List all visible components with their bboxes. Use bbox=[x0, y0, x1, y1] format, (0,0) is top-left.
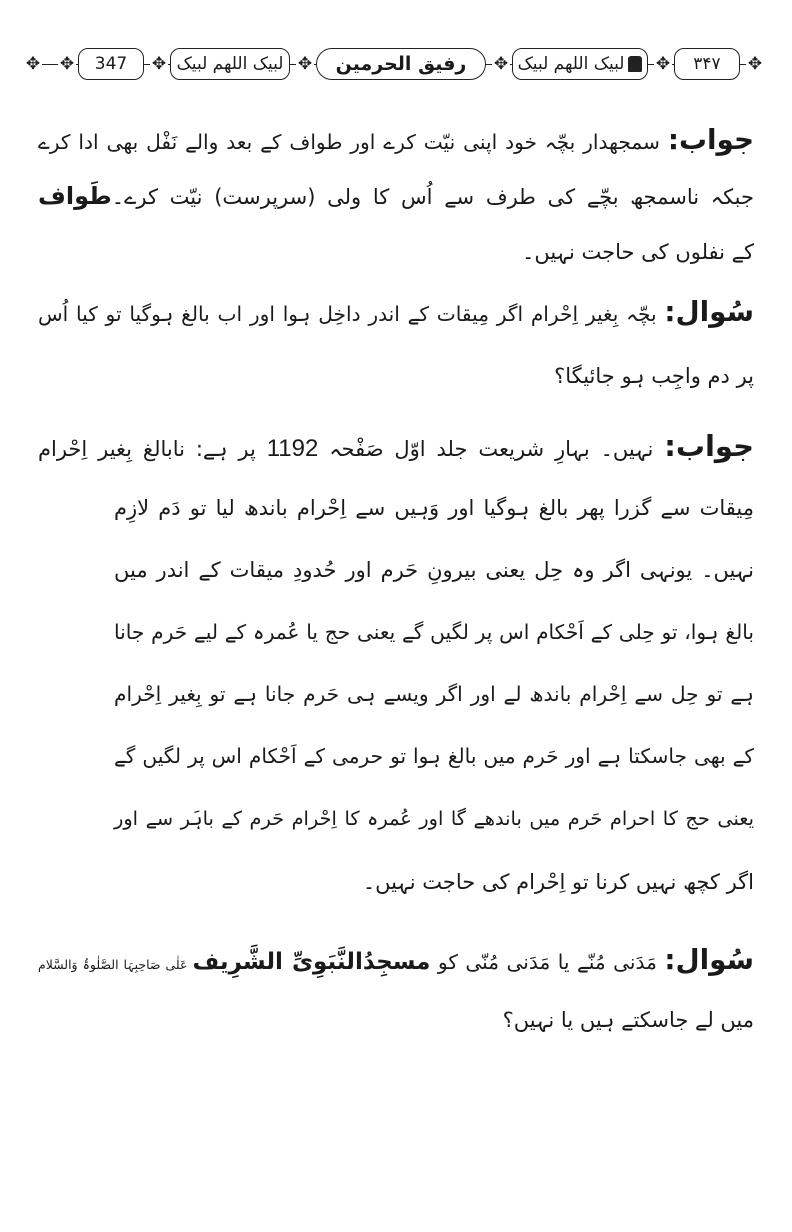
line-text: اگر کچھ نہیں کرنا تو اِحْرام کی حاجت نہیں۔ bbox=[362, 870, 754, 894]
line-text: بچّہ بِغیر اِحْرام اگر مِیقات کے اندر داخِل ہوا اور اب بالغ ہوگیا تو کیا اُس bbox=[38, 302, 665, 326]
text-line bbox=[38, 224, 754, 280]
text-line bbox=[38, 168, 754, 224]
answer-line bbox=[38, 418, 754, 474]
kaaba-icon bbox=[628, 56, 642, 72]
line-text: یعنی حج کا احرام حَرم میں باندھے گا اور عُمرہ کا اِحْرام حَرم کے باہَر سے اور bbox=[114, 807, 754, 830]
line-text: مِیقات سے گزرا پھر بالغ ہوگیا اور وَہیں سے اِحْرام باندھ لیا تو دَم لازِم bbox=[114, 496, 754, 520]
flourish-icon: ✥ bbox=[655, 54, 671, 74]
header-tab-right: لبیک اللھم لبیک bbox=[512, 48, 648, 80]
line-text: کے نفلوں کی حاجت نہیں۔ bbox=[522, 240, 754, 264]
answer-label: جواب: bbox=[667, 123, 754, 156]
line-text: پر دم واجِب ہو جائیگا؟ bbox=[554, 364, 754, 388]
text-line bbox=[114, 854, 754, 910]
page-number-latin: 347 bbox=[78, 48, 144, 80]
header-tab-left: لبیک اللھم لبیک bbox=[170, 48, 290, 80]
page-number-arabic: ۳۴۷ bbox=[674, 48, 740, 80]
header-title: رفیق الحرمین bbox=[316, 48, 486, 80]
bold-phrase: مسجِدُالنَّبَوِیِّ الشَّرِیف bbox=[192, 949, 431, 975]
line-text: نہیں۔ بہارِ شریعت جلد اوّل صَفْحہ bbox=[318, 437, 665, 461]
text-line bbox=[114, 480, 754, 536]
text-line bbox=[114, 604, 754, 660]
text-line bbox=[114, 666, 754, 722]
text-line bbox=[114, 728, 754, 784]
text-line bbox=[114, 542, 754, 598]
line-text: بالغ ہوا، تو حِلی کے اَحْکام اس پر لگیں گے یعنی حج یا عُمرہ کے لیے حَرم جانا bbox=[114, 620, 754, 644]
honorific-text: عَلٰی صَاحِبِہَا الصَّلٰوۃُ وَالسَّلام bbox=[38, 957, 193, 972]
flourish-icon: ✥ bbox=[25, 54, 41, 74]
line-text: سمجھدار بچّہ خود اپنی نیّت کرے اور طواف کے بعد والے نَفْل بھی ادا کرے bbox=[38, 130, 668, 154]
line-text: مَدَنی مُنّے یا مَدَنی مُنّی کو bbox=[430, 950, 665, 974]
text-line bbox=[114, 348, 754, 404]
line-text: نہیں۔ یونہی اگر وہ حِل یعنی بیرونِ حَرم اور حُدودِ میقات کے اندر میں bbox=[114, 558, 754, 582]
running-header bbox=[18, 42, 774, 88]
question-line bbox=[38, 932, 754, 988]
line-text: کے بھی جاسکتا ہے اور حَرم میں بالغ ہوا تو حرمی کے اَحْکام اس پر لگیں گے bbox=[114, 744, 754, 768]
question-label: سُوال: bbox=[664, 943, 754, 976]
line-text: جبکہ ناسمجھ بچّے کی طرف سے اُس کا ولی (سرپرست) نیّت کرے۔ bbox=[111, 185, 754, 209]
line-text: پر ہے: نابالغ بِغیر اِحْرام bbox=[38, 437, 267, 461]
page-reference-number: 1192 bbox=[266, 435, 319, 462]
answer-line bbox=[38, 112, 754, 168]
answer-label: جواب: bbox=[664, 429, 754, 463]
question-label: سُوال: bbox=[664, 295, 754, 328]
line-text: ہے تو حِل سے اِحْرام باندھ لے اور اگر ویسے ہی حَرم جانا ہے تو بِغیر اِحْرام bbox=[114, 682, 754, 706]
flourish-icon: ✥ bbox=[59, 54, 75, 74]
text-line bbox=[114, 790, 754, 846]
flourish-icon: ✥ bbox=[747, 54, 763, 74]
text-line bbox=[114, 992, 754, 1048]
flourish-icon: ✥ bbox=[151, 54, 167, 74]
question-line bbox=[38, 284, 754, 340]
bold-word: طَواف bbox=[38, 182, 112, 210]
flourish-icon: ✥ bbox=[297, 54, 313, 74]
line-text: میں لے جاسکتے ہیں یا نہیں؟ bbox=[502, 1008, 754, 1032]
flourish-icon: ✥ bbox=[493, 54, 509, 74]
